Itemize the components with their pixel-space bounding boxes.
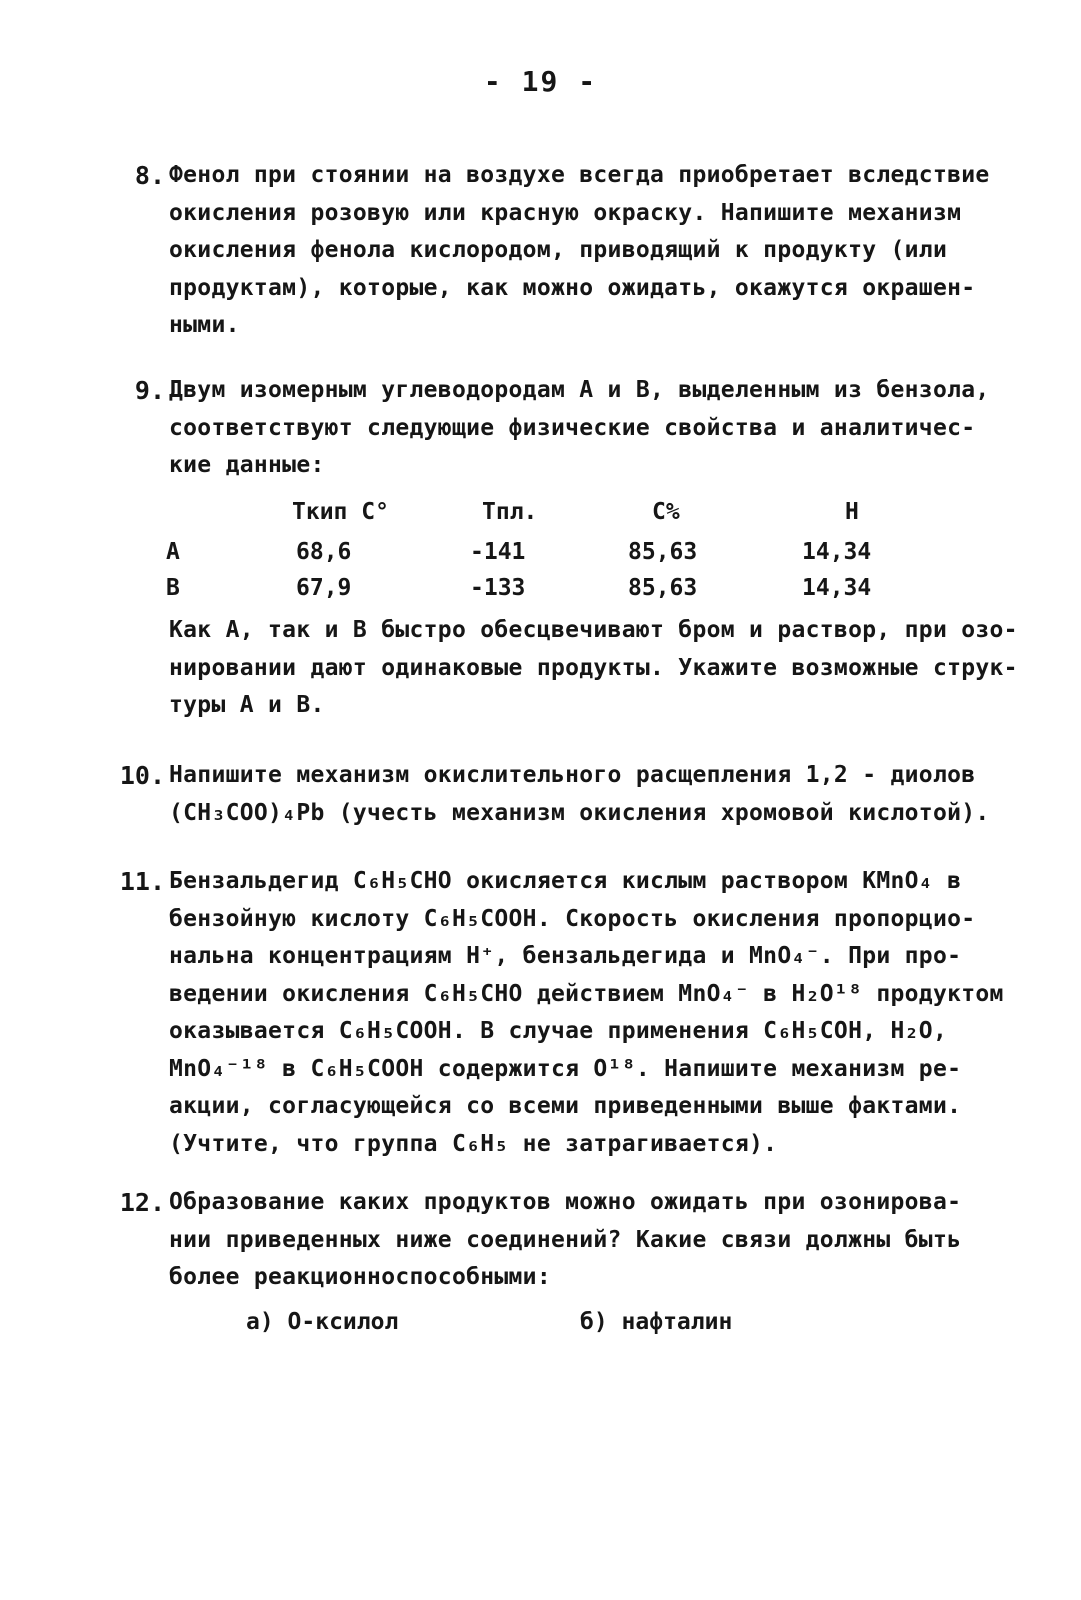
cell-hydrogen: 14,34	[802, 575, 872, 601]
text-line: продуктам), которые, как можно ожидать, окажутся окрашен-	[169, 274, 976, 301]
text-line: Как А, так и В быстро обесцвечивают бром и раствор, при озо-	[169, 617, 1018, 643]
text-line: нальна концентрациям H⁺, бензальдегида и MnO₄⁻. При про-	[169, 943, 962, 969]
problem-9-continuation	[105, 612, 1035, 732]
problem-text	[169, 157, 1031, 345]
table-row	[0, 533, 1081, 571]
text-line: кие данные:	[169, 452, 325, 478]
problem-10	[105, 757, 1035, 837]
text-line: более реакционноспособными:	[169, 1264, 551, 1290]
text-line: окисления розовую или красную окраску. Напишите механизм	[169, 199, 962, 226]
table-header-row	[0, 493, 1081, 531]
text-line: бензойную кислоту C₆H₅COOH. Скорость окисления пропорцио-	[169, 905, 976, 932]
problem-12	[105, 1184, 1035, 1304]
problem-11	[105, 863, 1035, 1173]
header-melting-point: Тпл.	[482, 499, 538, 525]
page-number: - 19 -	[483, 65, 598, 98]
cell-boiling-point: 68,6	[296, 539, 352, 565]
text-line: Фенол при стоянии на воздухе всегда приобретает вследствие	[169, 162, 990, 188]
problem-text	[169, 612, 1031, 725]
cell-compound: В	[166, 575, 180, 601]
problem-text	[169, 372, 1031, 485]
text-line: ведении окисления C₆H₅CHO действием MnO₄⁻ в H₂O¹⁸ продуктом	[169, 980, 1004, 1007]
problem-text	[169, 757, 1031, 832]
problem-number: 9.	[134, 376, 165, 405]
problem-number: 12.	[119, 1188, 165, 1217]
text-line: оказывается C₆H₅COOH. В случае применения C₆H₅COH, H₂O,	[169, 1018, 948, 1044]
text-line: (CH₃COO)₄Pb (учесть механизм окисления хромовой кислотой).	[169, 799, 990, 826]
cell-melting-point: -141	[470, 539, 526, 565]
cell-melting-point: -133	[470, 575, 526, 601]
text-line: MnO₄⁻¹⁸ в C₆H₅COOH содержится O¹⁸. Напишите механизм ре-	[169, 1055, 962, 1082]
problem-number: 8.	[134, 161, 165, 190]
text-line: Образование каких продуктов можно ожидать при озонирова-	[169, 1189, 962, 1215]
text-line: акции, согласующейся со всеми приведенными выше фактами.	[169, 1093, 962, 1119]
header-boiling-point: Ткип C°	[292, 499, 389, 525]
text-line: окисления фенола кислородом, приводящий к продукту (или	[169, 237, 948, 263]
text-line: нии приведенных ниже соединений? Какие связи должны быть	[169, 1226, 962, 1253]
problem-number: 11.	[119, 867, 165, 896]
cell-compound: А	[166, 539, 180, 565]
cell-hydrogen: 14,34	[802, 539, 872, 565]
cell-boiling-point: 67,9	[296, 575, 352, 601]
text-line: (Учтите, что группа C₆H₅ не затрагивается).	[169, 1130, 778, 1157]
list-item: а) О-ксилол	[246, 1309, 399, 1335]
problem-number: 10.	[119, 761, 165, 790]
problem-text	[169, 863, 1031, 1163]
properties-table	[0, 493, 1081, 607]
list-item: б) нафталин	[580, 1309, 733, 1335]
text-line: ными.	[169, 312, 240, 338]
header-carbon-percent: C%	[652, 499, 680, 525]
text-line: туры А и В.	[169, 692, 325, 718]
text-line: Двум изомерным углеводородам А и В, выделенным из бензола,	[169, 377, 990, 403]
header-hydrogen: H	[845, 499, 859, 525]
text-line: нировании дают одинаковые продукты. Укажите возможные струк-	[169, 654, 1018, 681]
table-row	[0, 569, 1081, 607]
cell-carbon-percent: 85,63	[628, 539, 698, 565]
problem-8	[105, 157, 1035, 347]
cell-carbon-percent: 85,63	[628, 575, 698, 601]
problem-text	[169, 1184, 1031, 1297]
text-line: Бензальдегид C₆H₅CHO окисляется кислым раствором KMnO₄ в	[169, 868, 962, 894]
text-line: соответствуют следующие физические свойства и аналитичес-	[169, 414, 976, 441]
text-line: Напишите механизм окислительного расщепления 1,2 - диолов	[169, 762, 976, 788]
